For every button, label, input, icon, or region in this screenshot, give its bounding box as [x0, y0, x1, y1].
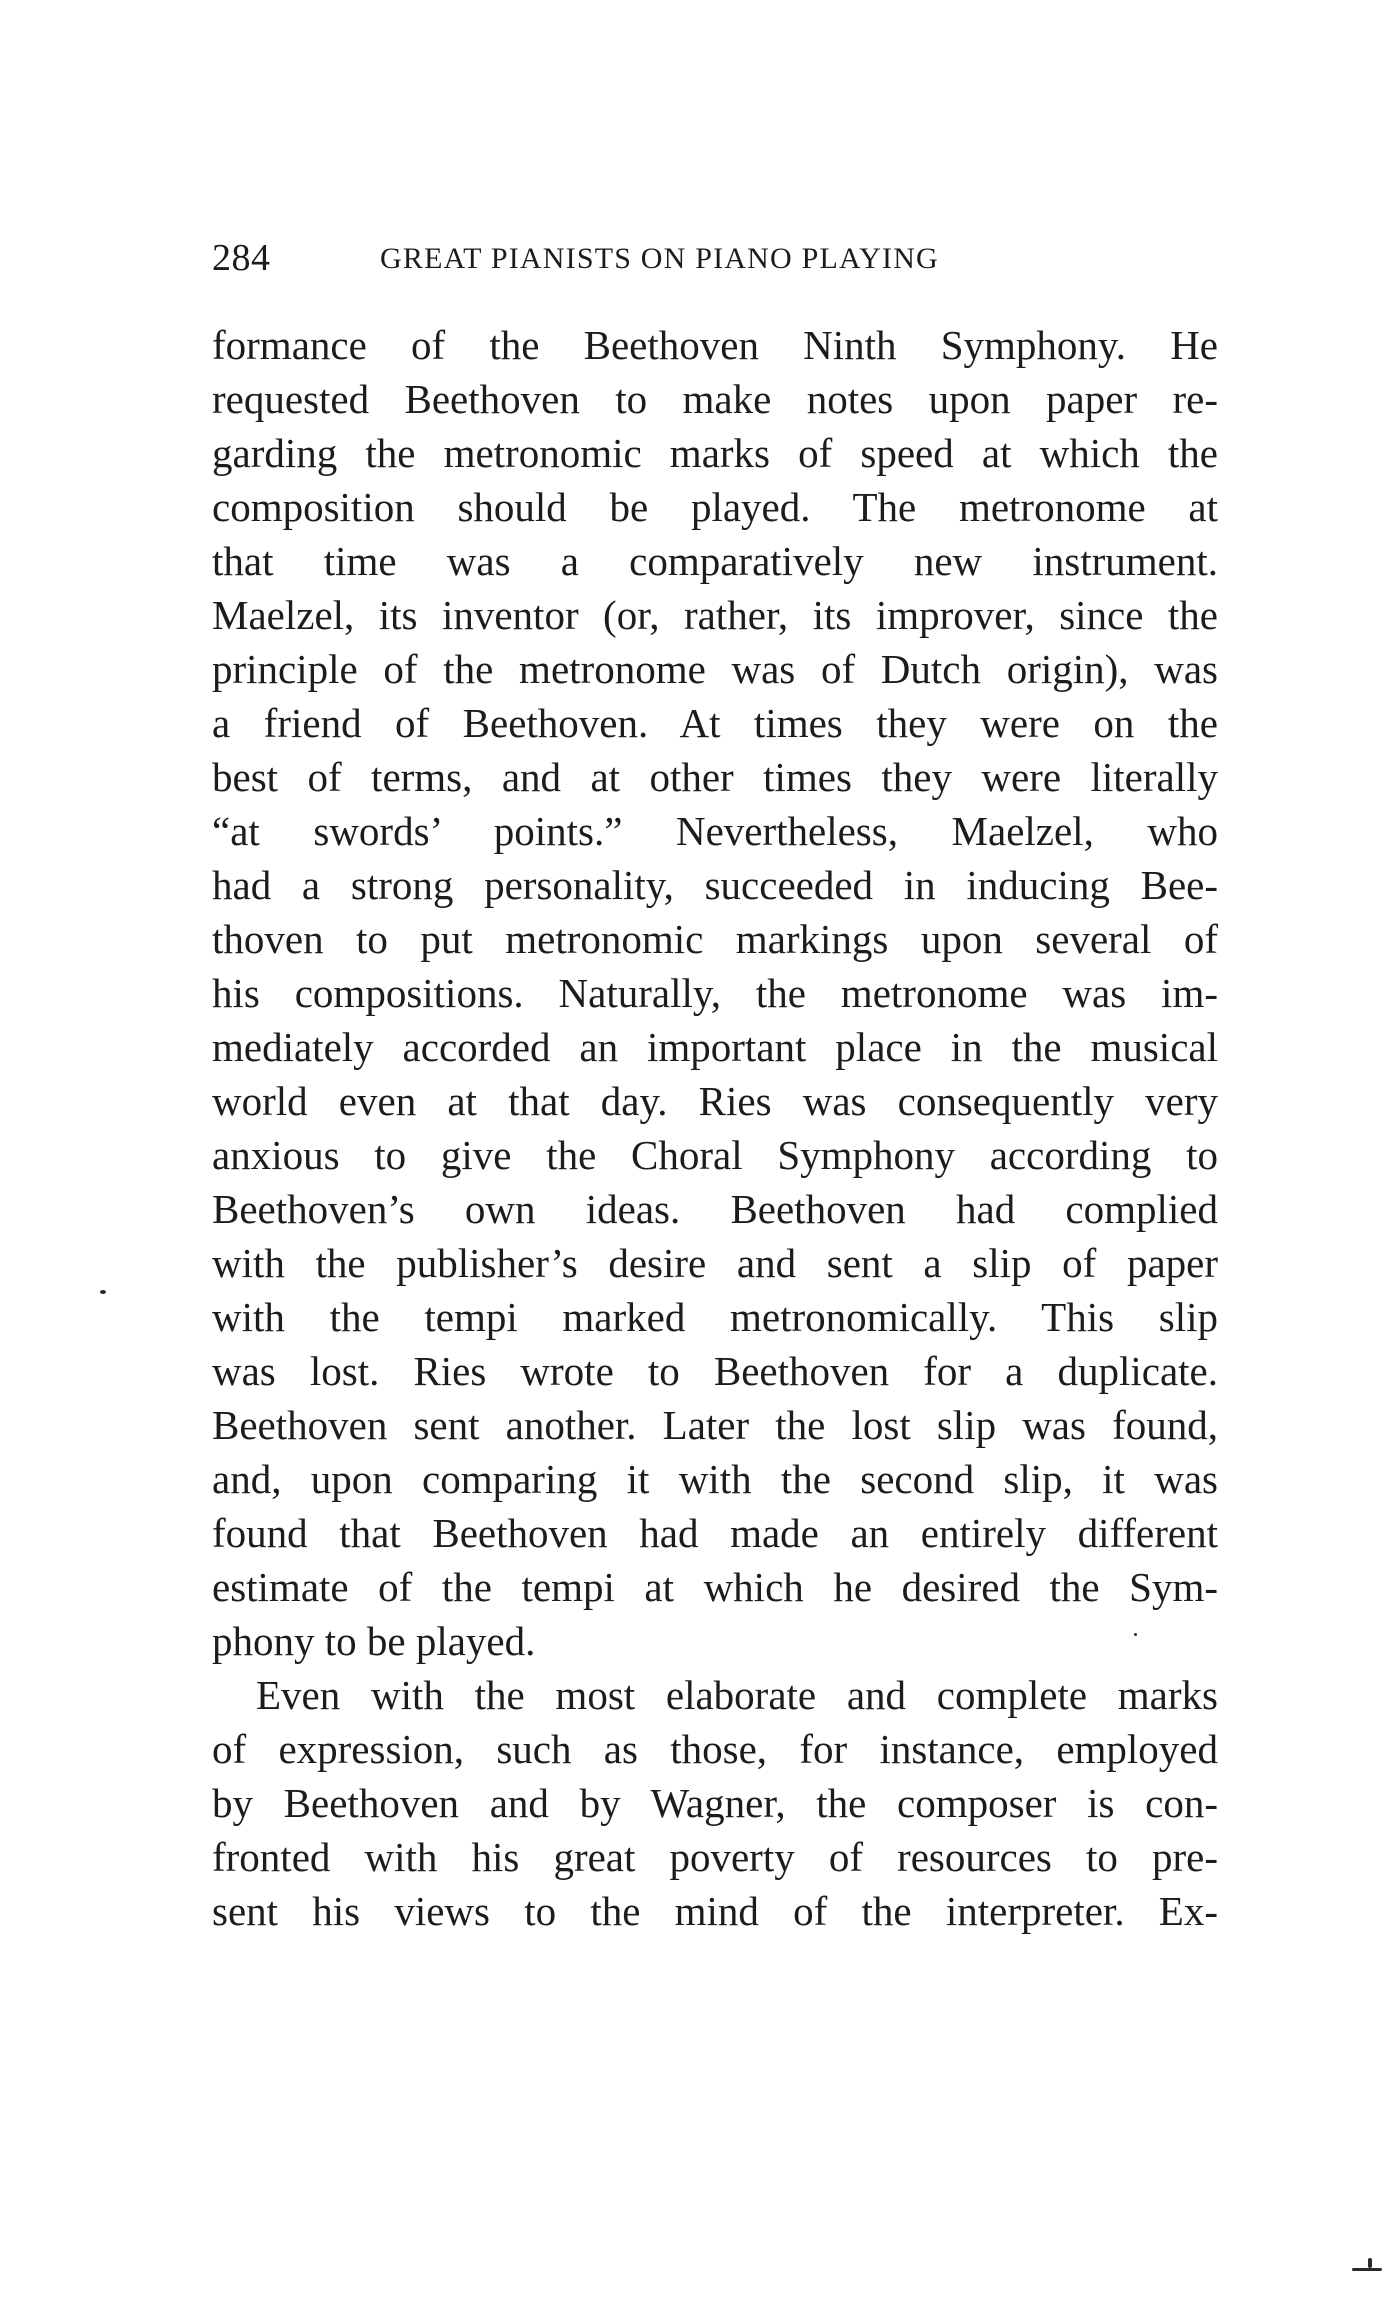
text-line: Maelzel, its inventor (or, rather, its improver, since the [212, 592, 1218, 638]
text-line: Beethoven’s own ideas. Beethoven had complied [212, 1186, 1218, 1232]
page-number: 284 [212, 237, 271, 279]
running-title: GREAT PIANISTS ON PIANO PLAYING [380, 242, 939, 275]
body-text [212, 318, 1218, 1938]
text-line: mediately accorded an important place in the musical [212, 1024, 1218, 1070]
text-line: phony to be played. [212, 1618, 536, 1664]
text-line: by Beethoven and by Wagner, the composer is con- [212, 1780, 1218, 1826]
text-line: Even with the most elaborate and complete marks [256, 1672, 1218, 1718]
text-line: and, upon comparing it with the second slip, it was [212, 1456, 1218, 1502]
text-line: had a strong personality, succeeded in inducing Bee- [212, 862, 1218, 908]
text-line: found that Beethoven had made an entirely different [212, 1510, 1218, 1556]
text-line: world even at that day. Ries was consequently very [212, 1078, 1218, 1124]
running-head [212, 230, 1218, 286]
text-line: a friend of Beethoven. At times they were on the [212, 700, 1218, 746]
scan-speck [1134, 1633, 1137, 1636]
scan-speck [100, 1290, 106, 1294]
scan-speck [1368, 2258, 1372, 2268]
text-line: fronted with his great poverty of resources to pre- [212, 1834, 1218, 1880]
text-line: requested Beethoven to make notes upon paper re- [212, 376, 1218, 422]
text-line: anxious to give the Choral Symphony according to [212, 1132, 1218, 1178]
text-line: with the tempi marked metronomically. This slip [212, 1294, 1218, 1340]
text-line: best of terms, and at other times they were literally [212, 754, 1218, 800]
text-line: “at swords’ points.” Nevertheless, Maelzel, who [212, 808, 1218, 854]
text-line: composition should be played. The metronome at [212, 484, 1218, 530]
text-line: his compositions. Naturally, the metronome was im- [212, 970, 1218, 1016]
text-line: with the publisher’s desire and sent a slip of paper [212, 1240, 1218, 1286]
text-line: formance of the Beethoven Ninth Symphony. He [212, 322, 1218, 368]
text-line: estimate of the tempi at which he desired the Sym- [212, 1564, 1218, 1610]
text-line: sent his views to the mind of the interpreter. Ex- [212, 1888, 1218, 1934]
text-line: garding the metronomic marks of speed at which the [212, 430, 1218, 476]
text-line: thoven to put metronomic markings upon several of [212, 916, 1218, 962]
text-line: principle of the metronome was of Dutch origin), was [212, 646, 1218, 692]
text-line: that time was a comparatively new instrument. [212, 538, 1218, 584]
text-line: Beethoven sent another. Later the lost slip was found, [212, 1402, 1218, 1448]
text-line: of expression, such as those, for instance, employed [212, 1726, 1218, 1772]
text-line: was lost. Ries wrote to Beethoven for a duplicate. [212, 1348, 1218, 1394]
scan-speck [1352, 2268, 1382, 2271]
